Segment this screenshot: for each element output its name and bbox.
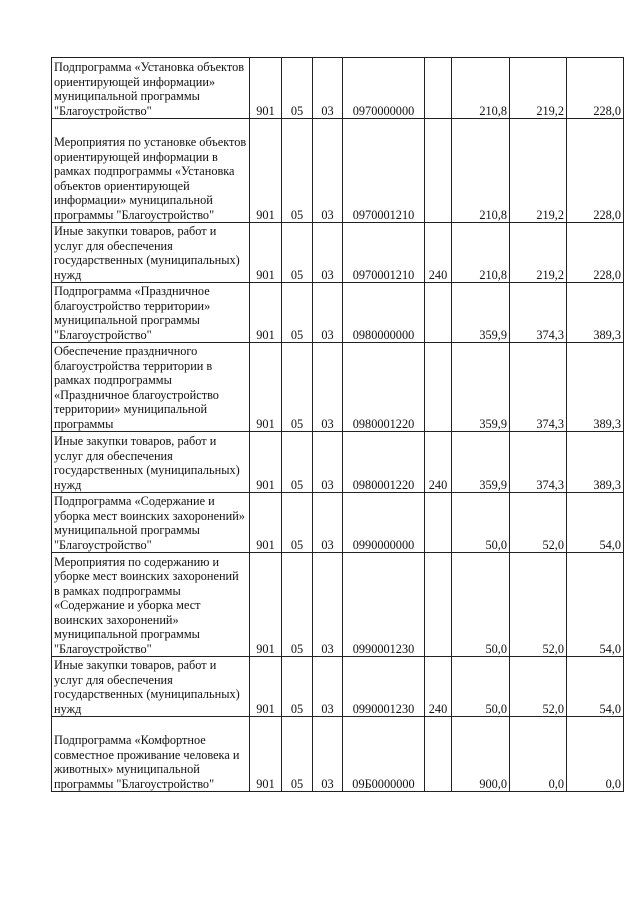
table-body [52,58,624,792]
row-name-cell: Обеспечение праздничного благоустройства территории в рамках подпрограммы «Праздничное благоустройство территории» муниципальной программы [52,343,250,432]
amount-year3-cell: 389,3 [567,343,624,432]
row-name-cell: Подпрограмма «Содержание и уборка мест воинских захоронений» муниципальной программы "Благоустройство" [52,493,250,553]
table-row [52,119,624,223]
table-row [52,343,624,432]
target-article-cell: 0990000000 [343,493,425,553]
section-code-cell: 05 [282,553,313,657]
section-code-cell: 05 [282,493,313,553]
grbs-code-cell: 901 [250,432,282,493]
row-name-cell: Мероприятия по содержанию и уборке мест воинских захоронений в рамках подпрограммы «Содержание и уборка мест воинских захоронений» муниципальной программы "Благоустройство" [52,553,250,657]
section-code-cell: 05 [282,119,313,223]
amount-year2-cell: 219,2 [510,223,567,283]
expense-type-cell [425,283,452,343]
subsection-code-cell: 03 [313,553,343,657]
table-row [52,493,624,553]
subsection-code-cell: 03 [313,432,343,493]
amount-year2-cell: 52,0 [510,657,567,717]
subsection-code-cell: 03 [313,119,343,223]
subsection-code-cell: 03 [313,283,343,343]
subsection-code-cell: 03 [313,343,343,432]
amount-year1-cell: 50,0 [452,657,510,717]
target-article-cell: 0980001220 [343,432,425,493]
amount-year1-cell: 50,0 [452,553,510,657]
grbs-code-cell: 901 [250,493,282,553]
row-name-cell: Иные закупки товаров, работ и услуг для обеспечения государственных (муниципальных) нужд [52,432,250,493]
row-name-cell: Мероприятия по установке объектов ориентирующей информации в рамках подпрограммы «Установка объектов ориентирующей информации» муниципальной программы "Благоустройство" [52,119,250,223]
expense-type-cell [425,58,452,119]
row-name-cell: Подпрограмма «Праздничное благоустройство территории» муниципальной программы "Благоустройство" [52,283,250,343]
grbs-code-cell: 901 [250,119,282,223]
expense-type-cell [425,717,452,792]
amount-year2-cell: 219,2 [510,58,567,119]
amount-year3-cell: 389,3 [567,283,624,343]
amount-year3-cell: 228,0 [567,223,624,283]
expense-type-cell: 240 [425,432,452,493]
amount-year3-cell: 389,3 [567,432,624,493]
amount-year2-cell: 374,3 [510,432,567,493]
grbs-code-cell: 901 [250,58,282,119]
subsection-code-cell: 03 [313,493,343,553]
row-name-cell: Подпрограмма «Установка объектов ориентирующей информации» муниципальной программы "Благоустройство" [52,58,250,119]
table-row [52,432,624,493]
expense-type-cell [425,343,452,432]
row-name-cell: Иные закупки товаров, работ и услуг для обеспечения государственных (муниципальных) нужд [52,657,250,717]
amount-year2-cell: 52,0 [510,553,567,657]
subsection-code-cell: 03 [313,657,343,717]
table-row [52,717,624,792]
expense-type-cell [425,553,452,657]
amount-year3-cell: 228,0 [567,119,624,223]
section-code-cell: 05 [282,283,313,343]
row-name-cell: Подпрограмма «Комфортное совместное проживание человека и животных» муниципальной программы "Благоустройство" [52,717,250,792]
amount-year1-cell: 359,9 [452,343,510,432]
section-code-cell: 05 [282,717,313,792]
target-article-cell: 0970001210 [343,223,425,283]
amount-year1-cell: 210,8 [452,119,510,223]
budget-table [51,57,624,792]
grbs-code-cell: 901 [250,657,282,717]
amount-year1-cell: 359,9 [452,432,510,493]
expense-type-cell [425,119,452,223]
amount-year3-cell: 54,0 [567,657,624,717]
expense-type-cell [425,493,452,553]
section-code-cell: 05 [282,657,313,717]
grbs-code-cell: 901 [250,717,282,792]
table-row [52,657,624,717]
amount-year1-cell: 210,8 [452,58,510,119]
grbs-code-cell: 901 [250,283,282,343]
amount-year2-cell: 52,0 [510,493,567,553]
amount-year1-cell: 900,0 [452,717,510,792]
amount-year1-cell: 50,0 [452,493,510,553]
amount-year2-cell: 374,3 [510,283,567,343]
target-article-cell: 0980001220 [343,343,425,432]
amount-year1-cell: 359,9 [452,283,510,343]
section-code-cell: 05 [282,58,313,119]
target-article-cell: 0980000000 [343,283,425,343]
target-article-cell: 0970000000 [343,58,425,119]
expense-type-cell: 240 [425,657,452,717]
table-row [52,223,624,283]
subsection-code-cell: 03 [313,223,343,283]
amount-year3-cell: 54,0 [567,553,624,657]
table-row [52,58,624,119]
row-name-cell: Иные закупки товаров, работ и услуг для обеспечения государственных (муниципальных) нужд [52,223,250,283]
amount-year2-cell: 219,2 [510,119,567,223]
target-article-cell: 0990001230 [343,553,425,657]
amount-year1-cell: 210,8 [452,223,510,283]
grbs-code-cell: 901 [250,553,282,657]
expense-type-cell: 240 [425,223,452,283]
amount-year3-cell: 228,0 [567,58,624,119]
section-code-cell: 05 [282,432,313,493]
target-article-cell: 09Б0000000 [343,717,425,792]
amount-year2-cell: 0,0 [510,717,567,792]
subsection-code-cell: 03 [313,58,343,119]
section-code-cell: 05 [282,223,313,283]
section-code-cell: 05 [282,343,313,432]
amount-year3-cell: 0,0 [567,717,624,792]
subsection-code-cell: 03 [313,717,343,792]
table-row [52,283,624,343]
amount-year2-cell: 374,3 [510,343,567,432]
grbs-code-cell: 901 [250,223,282,283]
target-article-cell: 0970001210 [343,119,425,223]
grbs-code-cell: 901 [250,343,282,432]
target-article-cell: 0990001230 [343,657,425,717]
table-row [52,553,624,657]
amount-year3-cell: 54,0 [567,493,624,553]
